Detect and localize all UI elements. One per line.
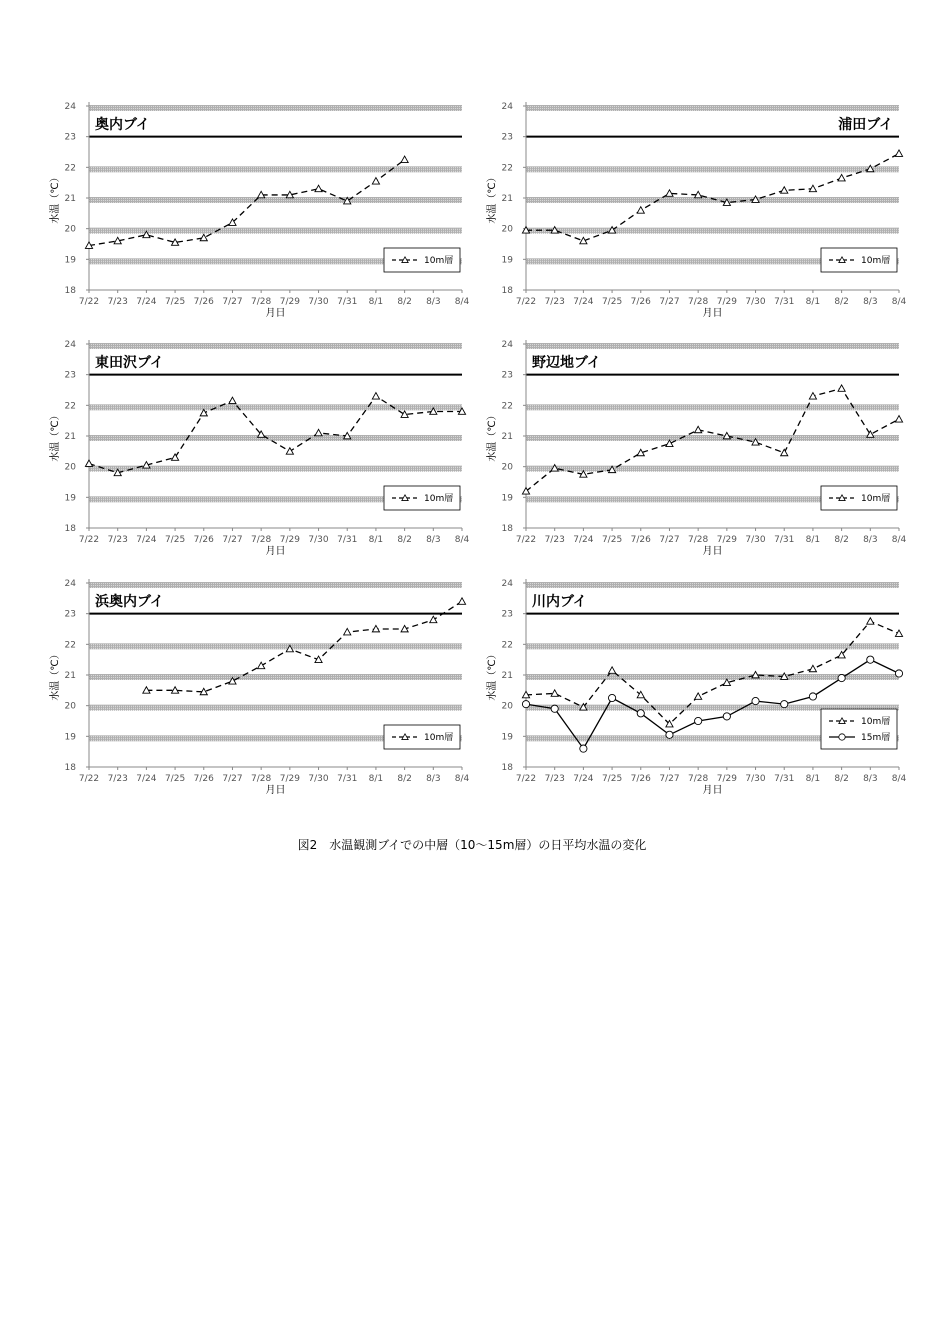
x-tick-label: 7/26 (193, 535, 214, 545)
chart-title: 川内ブイ (532, 594, 587, 610)
x-tick-label: 7/30 (308, 774, 329, 784)
x-tick-label: 8/3 (426, 774, 441, 784)
x-tick-label: 8/4 (454, 297, 470, 307)
gridline-band (89, 582, 462, 588)
legend-label: 10m層 (424, 494, 454, 504)
x-tick-label: 7/31 (774, 774, 795, 784)
x-tick-label: 8/3 (863, 774, 878, 784)
y-tick-label: 22 (501, 163, 513, 174)
y-axis-title: 水温（℃） (50, 410, 61, 462)
y-tick-label: 22 (501, 640, 513, 651)
data-point (458, 598, 465, 604)
x-tick-label: 7/29 (279, 297, 300, 307)
x-tick-label: 7/27 (222, 774, 243, 784)
legend-label: 10m層 (424, 256, 454, 266)
data-point (229, 397, 236, 403)
x-tick-label: 7/27 (222, 535, 243, 545)
y-tick-label: 22 (501, 401, 513, 412)
x-tick-label: 7/26 (193, 297, 214, 307)
x-tick-label: 8/4 (454, 535, 470, 545)
y-tick-label: 23 (501, 609, 513, 620)
x-tick-label: 7/29 (279, 774, 300, 784)
gridline-band (526, 404, 899, 410)
legend-label: 10m層 (861, 494, 891, 504)
data-point (666, 440, 673, 446)
x-axis-title: 月日 (702, 785, 723, 796)
y-tick-label: 20 (501, 701, 513, 712)
legend-box (821, 709, 897, 749)
gridline-band (89, 343, 462, 349)
data-point (695, 693, 702, 699)
gridline-band (526, 166, 899, 172)
x-tick-label: 7/25 (601, 774, 623, 784)
x-axis-title: 月日 (702, 308, 723, 319)
x-tick-label: 7/22 (515, 774, 537, 784)
data-point (637, 710, 644, 717)
x-axis-title: 月日 (265, 546, 286, 557)
y-tick-label: 19 (64, 255, 76, 266)
x-tick-label: 7/24 (573, 535, 594, 545)
x-tick-label: 7/25 (601, 535, 623, 545)
data-point (838, 385, 845, 391)
legend-label: 10m層 (861, 256, 891, 266)
x-tick-label: 8/1 (805, 774, 821, 784)
x-tick-label: 7/31 (774, 535, 795, 545)
legend-label: 15m層 (861, 733, 891, 743)
data-point (85, 460, 92, 466)
x-tick-label: 7/22 (78, 774, 100, 784)
y-tick-label: 19 (64, 493, 76, 504)
y-tick-label: 23 (64, 609, 76, 620)
gridline-band (89, 643, 462, 649)
x-tick-label: 8/4 (891, 535, 907, 545)
gridline-band (526, 228, 899, 234)
x-tick-label: 7/22 (515, 535, 537, 545)
data-point (344, 628, 351, 634)
legend-marker (839, 734, 845, 740)
x-tick-label: 7/29 (279, 535, 300, 545)
data-point (200, 234, 207, 240)
chart-title: 奥内ブイ (95, 117, 150, 133)
x-tick-label: 7/28 (688, 297, 709, 307)
x-tick-label: 8/2 (834, 774, 849, 784)
x-tick-label: 7/30 (745, 297, 766, 307)
x-tick-label: 7/29 (716, 297, 737, 307)
x-tick-label: 7/30 (745, 774, 766, 784)
y-axis-title: 水温（℃） (487, 410, 498, 462)
x-tick-label: 7/24 (573, 774, 594, 784)
data-point (608, 694, 615, 701)
chart-panel (44, 573, 484, 805)
line-chart (481, 334, 921, 566)
x-tick-label: 7/26 (630, 535, 651, 545)
x-tick-label: 7/23 (544, 535, 565, 545)
x-tick-label: 7/27 (222, 297, 243, 307)
y-tick-label: 24 (501, 340, 513, 350)
x-tick-label: 7/25 (164, 774, 186, 784)
line-chart (44, 96, 484, 328)
data-point (551, 705, 558, 712)
gridline-band (526, 105, 899, 111)
y-tick-label: 24 (64, 102, 76, 112)
gridline-band (526, 466, 899, 472)
gridline-band (89, 197, 462, 203)
y-tick-label: 18 (501, 524, 513, 534)
data-point (401, 411, 408, 417)
x-tick-label: 8/4 (891, 297, 907, 307)
x-axis-title: 月日 (265, 308, 286, 319)
data-point (315, 185, 322, 191)
data-point (781, 187, 788, 193)
data-point (781, 701, 788, 708)
x-tick-label: 8/2 (834, 535, 849, 545)
data-point (372, 178, 379, 184)
y-tick-label: 24 (64, 340, 76, 350)
chart-title: 野辺地ブイ (532, 355, 601, 371)
x-tick-label: 7/27 (659, 774, 680, 784)
data-point (608, 667, 615, 673)
x-axis-title: 月日 (702, 546, 723, 557)
data-point (867, 431, 874, 437)
x-tick-label: 7/22 (78, 297, 100, 307)
chart-title: 浦田ブイ (838, 117, 893, 133)
data-point (430, 616, 437, 622)
x-tick-label: 8/1 (368, 535, 384, 545)
x-axis-title: 月日 (265, 785, 286, 796)
x-tick-label: 7/23 (107, 297, 128, 307)
y-tick-label: 21 (64, 194, 76, 204)
y-tick-label: 21 (501, 432, 513, 442)
gridline-band (89, 105, 462, 111)
data-point (286, 448, 293, 454)
gridline-band (89, 166, 462, 172)
y-tick-label: 24 (501, 579, 513, 589)
x-tick-label: 7/23 (107, 774, 128, 784)
x-tick-label: 7/22 (78, 535, 100, 545)
data-point (171, 454, 178, 460)
x-tick-label: 7/24 (136, 774, 157, 784)
chart-panel (44, 96, 484, 328)
data-point (723, 713, 730, 720)
gridline-band (526, 343, 899, 349)
y-tick-label: 22 (64, 401, 76, 412)
y-tick-label: 24 (64, 579, 76, 589)
y-tick-label: 18 (501, 763, 513, 773)
x-tick-label: 8/3 (426, 535, 441, 545)
y-tick-label: 20 (501, 224, 513, 235)
data-point (895, 630, 902, 636)
data-point (637, 207, 644, 213)
data-point (580, 745, 587, 752)
chart-panel (481, 334, 921, 566)
y-axis-title: 水温（℃） (50, 649, 61, 701)
y-tick-label: 19 (501, 255, 513, 266)
x-tick-label: 7/24 (136, 297, 157, 307)
x-tick-label: 7/30 (308, 535, 329, 545)
x-tick-label: 8/2 (397, 297, 412, 307)
data-point (781, 449, 788, 455)
x-tick-label: 7/30 (745, 535, 766, 545)
y-axis-title: 水温（℃） (487, 172, 498, 224)
y-tick-label: 21 (64, 671, 76, 681)
y-axis-title: 水温（℃） (50, 172, 61, 224)
data-point (372, 393, 379, 399)
data-point (522, 701, 529, 708)
y-tick-label: 24 (501, 102, 513, 112)
x-tick-label: 7/24 (573, 297, 594, 307)
x-tick-label: 7/22 (515, 297, 537, 307)
x-tick-label: 7/28 (688, 774, 709, 784)
x-tick-label: 7/25 (601, 297, 623, 307)
y-tick-label: 18 (64, 286, 76, 296)
y-tick-label: 21 (501, 194, 513, 204)
data-point (752, 697, 759, 704)
x-tick-label: 7/23 (107, 535, 128, 545)
data-point (551, 690, 558, 696)
data-point (838, 674, 845, 681)
data-point (695, 717, 702, 724)
line-chart (481, 96, 921, 328)
x-tick-label: 7/26 (630, 297, 651, 307)
gridline-band (89, 674, 462, 680)
data-point (200, 409, 207, 415)
x-tick-label: 7/31 (774, 297, 795, 307)
y-tick-label: 21 (501, 671, 513, 681)
line-chart (44, 573, 484, 805)
chart-panel (44, 334, 484, 566)
x-tick-label: 8/2 (397, 774, 412, 784)
y-tick-label: 22 (64, 640, 76, 651)
data-point (315, 429, 322, 435)
x-tick-label: 7/28 (251, 297, 272, 307)
data-point (867, 656, 874, 663)
data-point (809, 693, 816, 700)
y-tick-label: 23 (501, 370, 513, 381)
chart-panel (481, 573, 921, 805)
legend-label: 10m層 (861, 717, 891, 727)
gridline-band (89, 435, 462, 441)
x-tick-label: 8/1 (368, 297, 384, 307)
y-tick-label: 23 (501, 132, 513, 143)
gridline-band (526, 197, 899, 203)
gridline-band (526, 435, 899, 441)
figure-caption: 図2 水温観測ブイでの中層（10～15m層）の日平均水温の変化 (297, 838, 647, 852)
chart-title: 東田沢ブイ (95, 355, 164, 371)
y-tick-label: 19 (501, 493, 513, 504)
chart-panel (481, 96, 921, 328)
data-point (809, 665, 816, 671)
y-tick-label: 23 (64, 370, 76, 381)
x-tick-label: 8/3 (863, 535, 878, 545)
y-tick-label: 20 (64, 462, 76, 473)
data-point (867, 618, 874, 624)
x-tick-label: 7/24 (136, 535, 157, 545)
x-tick-label: 7/28 (251, 774, 272, 784)
y-tick-label: 18 (64, 763, 76, 773)
y-tick-label: 19 (501, 732, 513, 743)
x-tick-label: 8/4 (891, 774, 907, 784)
y-tick-label: 20 (64, 224, 76, 235)
x-tick-label: 7/27 (659, 535, 680, 545)
y-tick-label: 22 (64, 163, 76, 174)
y-axis-title: 水温（℃） (487, 649, 498, 701)
x-tick-label: 8/4 (454, 774, 470, 784)
x-tick-label: 8/3 (863, 297, 878, 307)
x-tick-label: 8/2 (834, 297, 849, 307)
x-tick-label: 7/27 (659, 297, 680, 307)
data-point (895, 416, 902, 422)
chart-title: 浜奥内ブイ (95, 594, 164, 610)
x-tick-label: 7/31 (337, 774, 358, 784)
x-tick-label: 7/28 (251, 535, 272, 545)
data-point (401, 156, 408, 162)
x-tick-label: 7/26 (630, 774, 651, 784)
x-tick-label: 8/2 (397, 535, 412, 545)
x-tick-label: 7/26 (193, 774, 214, 784)
data-point (695, 426, 702, 432)
x-tick-label: 7/29 (716, 535, 737, 545)
x-tick-label: 8/3 (426, 297, 441, 307)
y-tick-label: 20 (501, 462, 513, 473)
gridline-band (89, 228, 462, 234)
x-tick-label: 8/1 (368, 774, 384, 784)
x-tick-label: 7/31 (337, 297, 358, 307)
x-tick-label: 7/29 (716, 774, 737, 784)
data-point (895, 150, 902, 156)
x-tick-label: 7/25 (164, 535, 186, 545)
gridline-band (89, 705, 462, 711)
line-chart (44, 334, 484, 566)
data-point (895, 670, 902, 677)
x-tick-label: 8/1 (805, 535, 821, 545)
x-tick-label: 7/30 (308, 297, 329, 307)
y-tick-label: 18 (64, 524, 76, 534)
gridline-band (526, 582, 899, 588)
legend-label: 10m層 (424, 733, 454, 743)
y-tick-label: 18 (501, 286, 513, 296)
x-tick-label: 7/23 (544, 297, 565, 307)
x-tick-label: 7/31 (337, 535, 358, 545)
y-tick-label: 20 (64, 701, 76, 712)
gridline-band (526, 643, 899, 649)
y-tick-label: 21 (64, 432, 76, 442)
x-tick-label: 7/25 (164, 297, 186, 307)
line-chart (481, 573, 921, 805)
y-tick-label: 23 (64, 132, 76, 143)
gridline-band (89, 404, 462, 410)
data-point (258, 662, 265, 668)
x-tick-label: 7/28 (688, 535, 709, 545)
data-point (838, 174, 845, 180)
x-tick-label: 8/1 (805, 297, 821, 307)
y-tick-label: 19 (64, 732, 76, 743)
data-point (666, 731, 673, 738)
x-tick-label: 7/23 (544, 774, 565, 784)
